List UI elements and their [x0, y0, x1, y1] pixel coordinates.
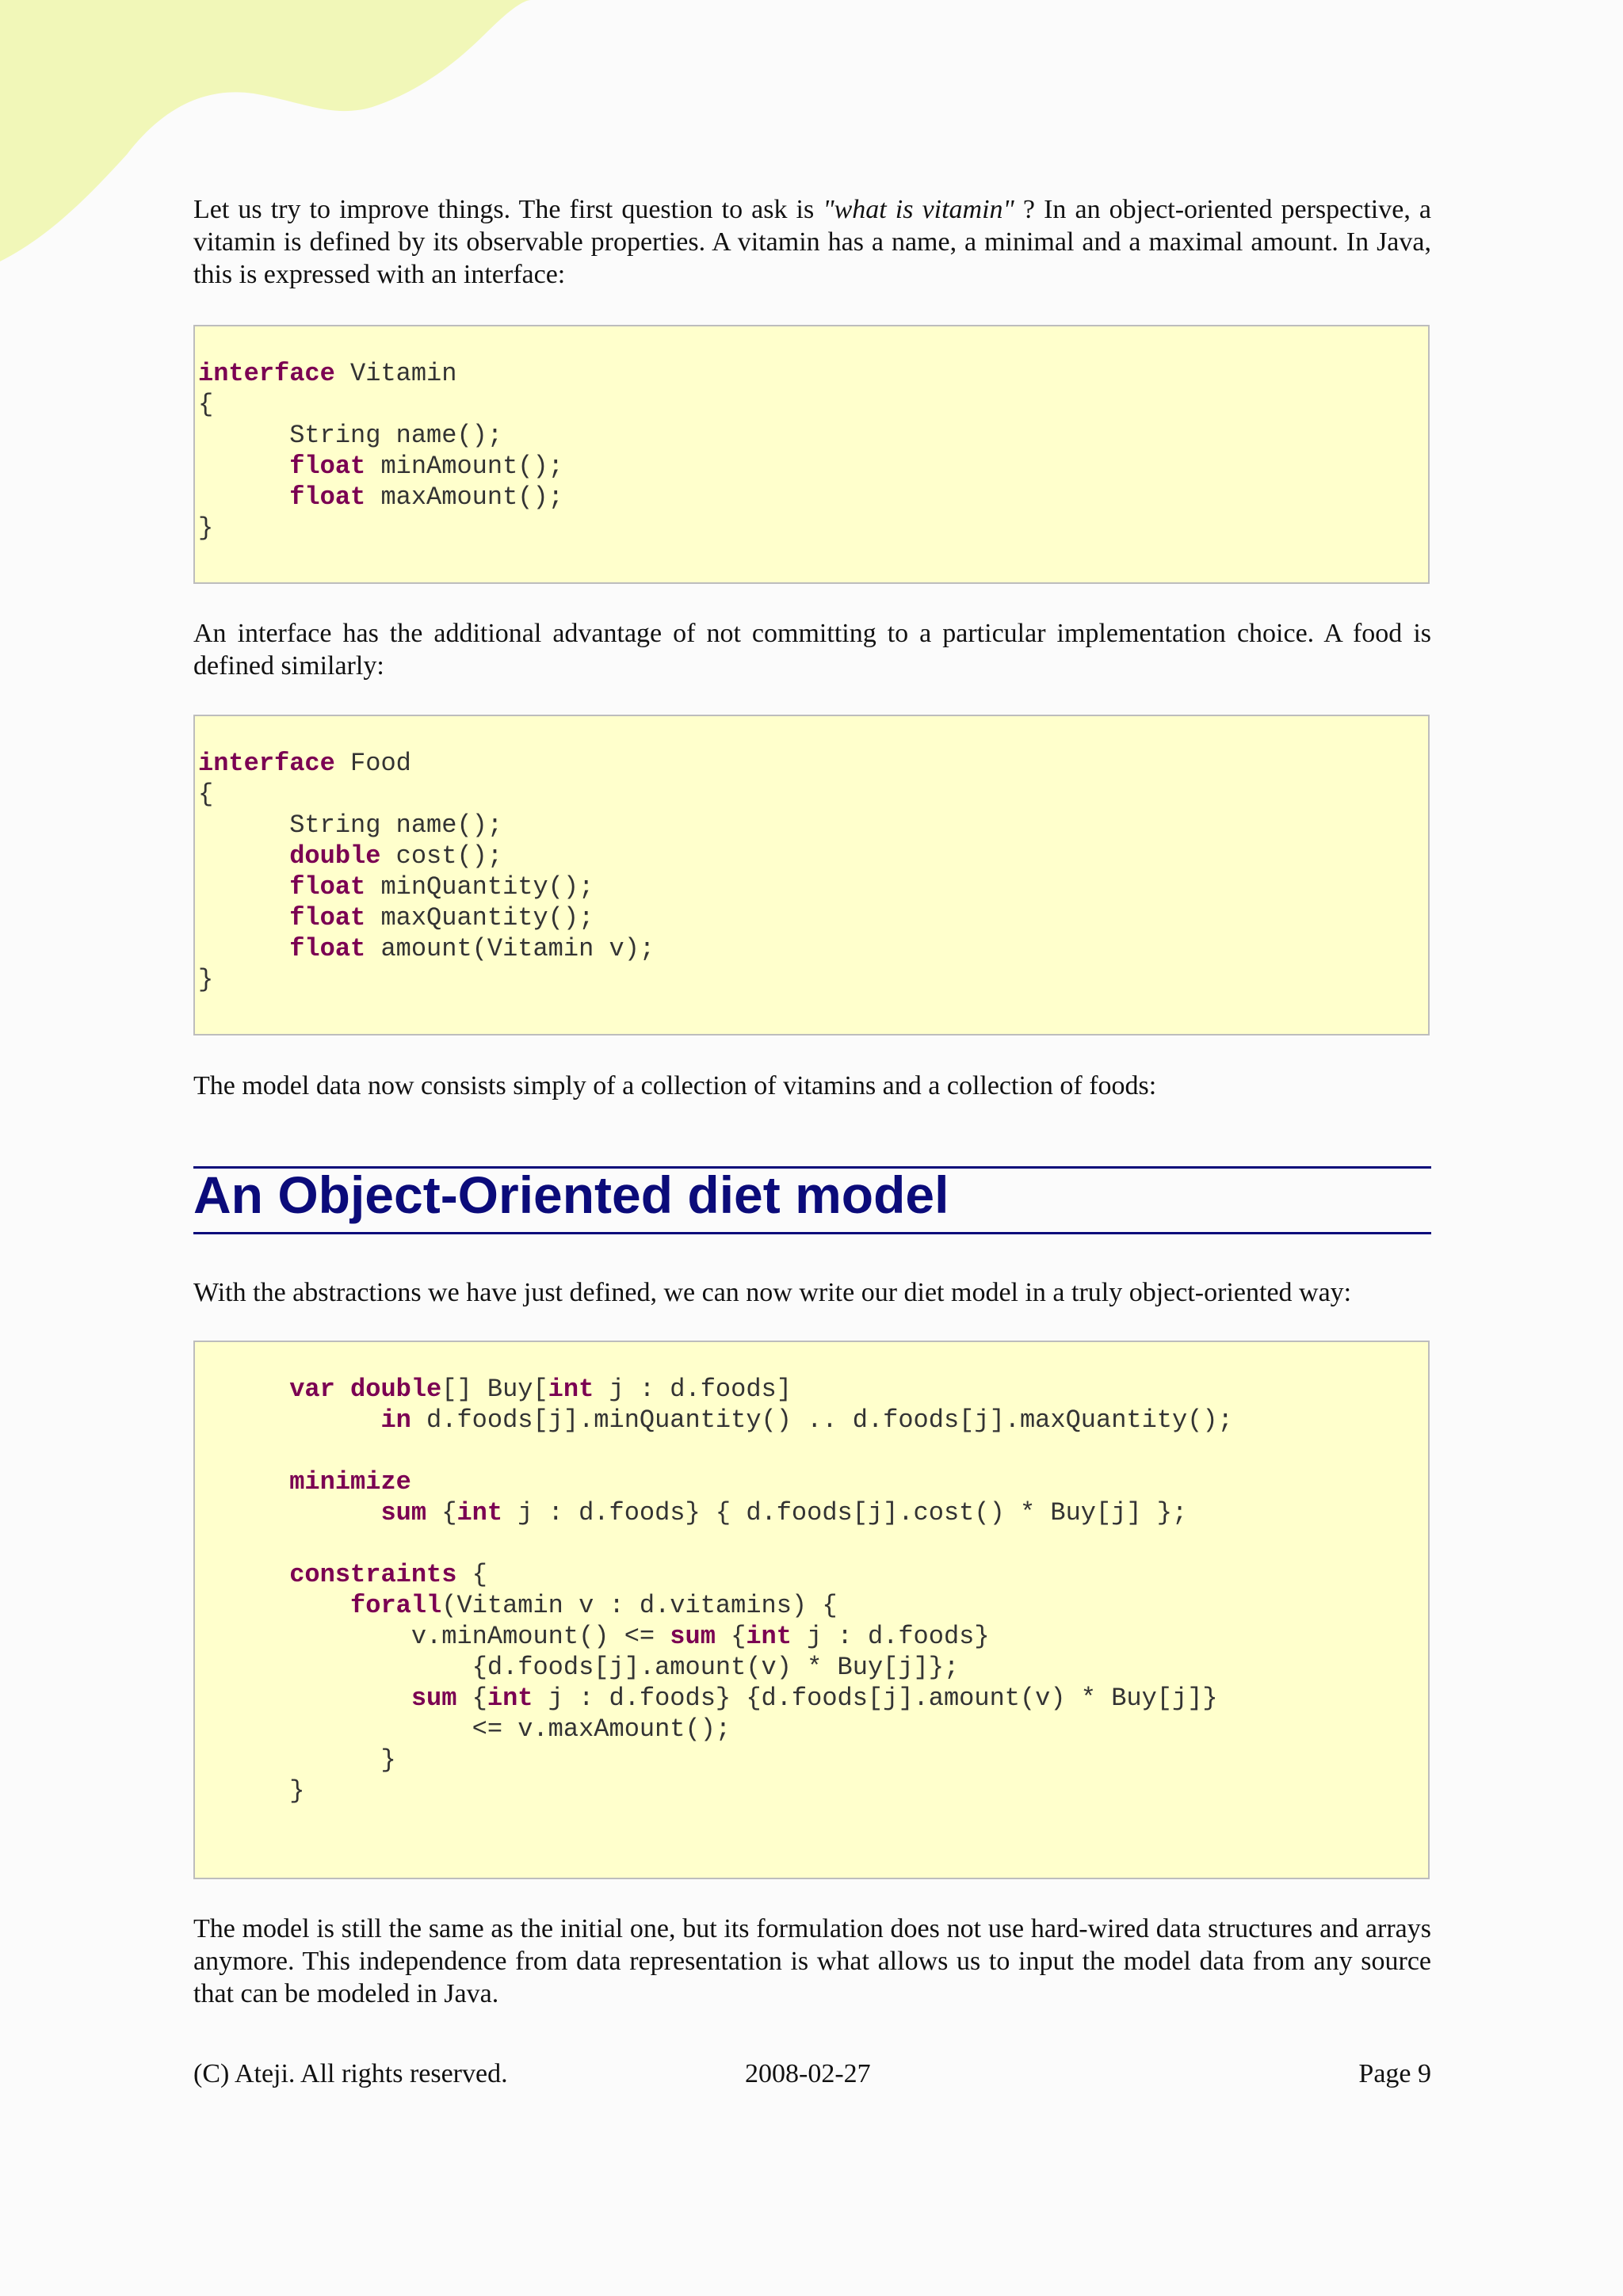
code-keyword: interface — [198, 749, 335, 778]
code-text — [198, 1498, 380, 1527]
code-text: j : d.foods} { d.foods[j].cost() * Buy[j] }; — [502, 1498, 1188, 1527]
code-line — [198, 1684, 1218, 1713]
footer-copyright: (C) Ateji. All rights reserved. — [193, 2059, 508, 2088]
code-text: { — [456, 1560, 487, 1589]
code-text: d.foods[j].minQuantity() .. d.foods[j].maxQuantity(); — [411, 1405, 1233, 1435]
code-text — [198, 841, 289, 871]
interface-advantage-paragraph: An interface has the additional advantage of not committing to a particular implementation choice. A food is defined similarly: — [193, 619, 1431, 681]
code-line — [198, 780, 213, 809]
code-keyword: minimize — [289, 1467, 411, 1497]
code-food — [198, 748, 655, 995]
code-line — [198, 1591, 838, 1620]
code-text: { — [198, 780, 214, 809]
quote-what-is-vitamin: "what is vitamin" — [823, 195, 1014, 224]
code-line — [198, 1776, 304, 1806]
code-text: } — [198, 965, 214, 994]
code-keyword: double — [350, 1375, 442, 1404]
code-text: j : d.foods} {d.foods[j].amount(v) * Buy[j]} — [533, 1684, 1218, 1713]
code-line — [198, 482, 563, 512]
code-line — [198, 903, 594, 933]
code-block-vitamin-interface — [193, 325, 1430, 584]
code-text: j : d.foods} — [791, 1622, 990, 1651]
code-keyword: float — [289, 872, 366, 902]
code-line — [198, 872, 594, 902]
code-text: { — [456, 1684, 487, 1713]
code-text — [198, 1375, 289, 1404]
code-line — [198, 390, 213, 419]
code-text: <= v.maxAmount(); — [198, 1714, 731, 1744]
code-keyword: int — [548, 1375, 594, 1404]
code-text — [198, 1405, 380, 1435]
model-data-paragraph: The model data now consists simply of a collection of vitamins and a collection of foods: — [193, 1071, 1157, 1100]
code-text: String name(); — [198, 810, 503, 840]
code-text: } — [198, 513, 214, 543]
code-text: minQuantity(); — [365, 872, 594, 902]
code-text: Vitamin — [334, 359, 457, 388]
code-line — [198, 1745, 396, 1775]
code-text: v.minAmount() <= — [198, 1622, 670, 1651]
footer-page-number: Page 9 — [1358, 2059, 1431, 2088]
code-line — [198, 1653, 959, 1682]
code-line — [198, 965, 213, 994]
code-block-diet-model — [193, 1341, 1430, 1879]
code-text: } — [198, 1776, 305, 1806]
code-keyword: interface — [198, 359, 335, 388]
code-text: amount(Vitamin v); — [365, 934, 655, 963]
code-text — [198, 1591, 350, 1620]
code-text: minAmount(); — [365, 452, 563, 481]
code-keyword: sum — [411, 1684, 457, 1713]
section-heading: An Object-Oriented diet model — [193, 1165, 949, 1224]
abstractions-paragraph: With the abstractions we have just defined, we can now write our diet model in a truly object-oriented way: — [193, 1278, 1352, 1307]
code-text: [] Buy[ — [441, 1375, 548, 1404]
code-line — [198, 810, 502, 840]
code-text: { — [426, 1498, 457, 1527]
code-text — [198, 872, 289, 902]
intro-paragraph: Let us try to improve things. The first question to ask is "what is vitamin" ? In an object-oriented perspective, a vitamin is defined by its observable properties. A vitamin has a name, a minimal and a maximal amount. In Java, this is expressed with an interface: — [193, 195, 1432, 289]
code-line — [198, 1560, 487, 1589]
code-text: {d.foods[j].amount(v) * Buy[j]}; — [198, 1653, 960, 1682]
code-keyword: float — [289, 452, 366, 481]
code-line — [198, 513, 213, 543]
code-keyword: var — [289, 1375, 335, 1404]
code-text: (Vitamin v : d.vitamins) { — [441, 1591, 838, 1620]
code-block-food-interface — [193, 715, 1430, 1035]
code-line — [198, 1498, 1187, 1527]
code-line — [198, 1375, 792, 1404]
code-keyword: int — [487, 1684, 533, 1713]
code-line — [198, 841, 502, 871]
heading-rule-bottom — [193, 1232, 1431, 1234]
code-keyword: int — [746, 1622, 792, 1651]
code-text: maxQuantity(); — [365, 903, 594, 933]
conclusion-paragraph: The model is still the same as the initial one, but its formulation does not use hard-wired data structures and arrays anymore. This independence from data representation is what allows us to input the model data from any source that can be modeled in Java. — [193, 1914, 1431, 2008]
code-text: { — [715, 1622, 747, 1651]
code-vitamin — [198, 358, 563, 543]
code-text: { — [198, 390, 214, 419]
code-line — [198, 1714, 731, 1744]
code-keyword: float — [289, 934, 366, 963]
code-text — [198, 482, 289, 512]
code-line — [198, 934, 655, 963]
code-line — [198, 749, 411, 778]
code-text — [198, 934, 289, 963]
code-keyword: double — [289, 841, 381, 871]
code-text — [198, 1467, 289, 1497]
code-text: maxAmount(); — [365, 482, 563, 512]
code-keyword: sum — [670, 1622, 716, 1651]
code-text: } — [198, 1745, 396, 1775]
code-text: cost(); — [380, 841, 503, 871]
code-keyword: forall — [350, 1591, 442, 1620]
code-line — [198, 452, 563, 481]
code-text — [198, 1684, 411, 1713]
code-line — [198, 1467, 411, 1497]
code-keyword: constraints — [289, 1560, 457, 1589]
code-keyword: float — [289, 903, 366, 933]
code-text: String name(); — [198, 421, 503, 450]
code-text — [198, 903, 289, 933]
code-text — [335, 1375, 350, 1404]
code-keyword: sum — [380, 1498, 427, 1527]
code-line — [198, 1405, 1233, 1435]
code-keyword: float — [289, 482, 366, 512]
code-text: j : d.foods] — [594, 1375, 792, 1404]
code-line — [198, 421, 502, 450]
code-text: Food — [334, 749, 411, 778]
code-keyword: in — [380, 1405, 411, 1435]
footer-date: 2008-02-27 — [745, 2059, 871, 2088]
code-model — [198, 1374, 1233, 1806]
code-line — [198, 1622, 990, 1651]
code-line — [198, 359, 456, 388]
code-keyword: int — [456, 1498, 503, 1527]
code-text — [198, 452, 289, 481]
code-text — [198, 1560, 289, 1589]
